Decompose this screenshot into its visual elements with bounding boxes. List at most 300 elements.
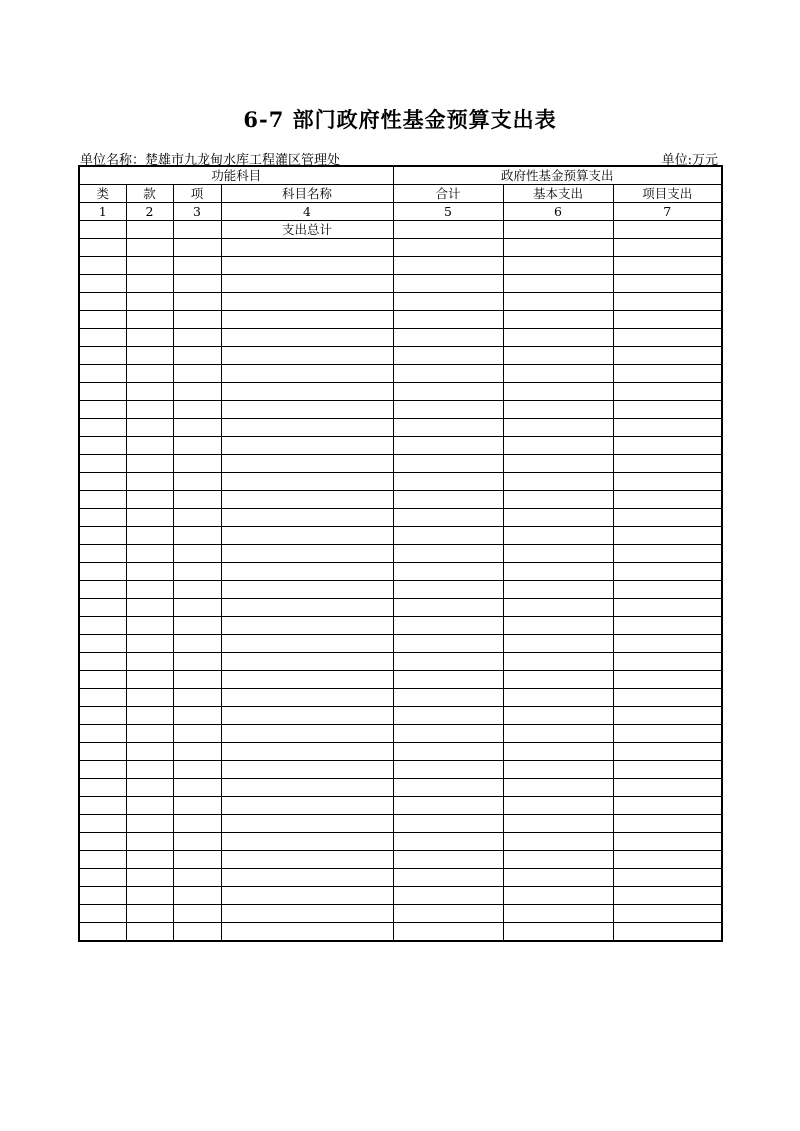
table-cell bbox=[221, 509, 393, 527]
table-cell bbox=[503, 509, 613, 527]
table-cell bbox=[613, 293, 722, 311]
table-cell bbox=[173, 419, 221, 437]
table-cell bbox=[503, 761, 613, 779]
table-cell bbox=[173, 257, 221, 275]
table-row bbox=[79, 671, 722, 689]
table-cell bbox=[126, 293, 173, 311]
table-cell bbox=[393, 455, 503, 473]
table-cell bbox=[79, 563, 126, 581]
table-cell bbox=[126, 275, 173, 293]
table-cell bbox=[221, 419, 393, 437]
header-fund-budget-expenditure: 政府性基金预算支出 bbox=[393, 166, 722, 185]
table-cell bbox=[613, 797, 722, 815]
table-cell bbox=[173, 545, 221, 563]
table-cell bbox=[221, 563, 393, 581]
table-row bbox=[79, 563, 722, 581]
table-cell bbox=[503, 923, 613, 942]
table-cell bbox=[503, 635, 613, 653]
table-cell bbox=[503, 689, 613, 707]
table-cell bbox=[613, 869, 722, 887]
table-cell bbox=[613, 887, 722, 905]
table-cell bbox=[126, 653, 173, 671]
header-basic-expenditure: 基本支出 bbox=[503, 185, 613, 203]
table-cell bbox=[393, 257, 503, 275]
table-row bbox=[79, 869, 722, 887]
table-cell bbox=[173, 743, 221, 761]
table-cell bbox=[79, 293, 126, 311]
unit-name: 单位名称：楚雄市九龙甸水库工程灌区管理处 bbox=[80, 153, 341, 168]
table-cell bbox=[79, 581, 126, 599]
table-cell bbox=[393, 437, 503, 455]
table-cell bbox=[79, 743, 126, 761]
table-cell bbox=[221, 581, 393, 599]
table-cell bbox=[79, 689, 126, 707]
table-cell bbox=[221, 707, 393, 725]
table-cell bbox=[79, 779, 126, 797]
table-cell bbox=[503, 707, 613, 725]
table-cell bbox=[393, 293, 503, 311]
table-cell bbox=[393, 419, 503, 437]
table-cell bbox=[393, 491, 503, 509]
table-row bbox=[79, 617, 722, 635]
table-cell bbox=[79, 545, 126, 563]
table-cell bbox=[126, 725, 173, 743]
table-cell bbox=[126, 815, 173, 833]
table-cell bbox=[173, 761, 221, 779]
table-cell bbox=[221, 239, 393, 257]
table-cell bbox=[393, 761, 503, 779]
table-cell bbox=[221, 653, 393, 671]
table-row bbox=[79, 761, 722, 779]
table-cell bbox=[393, 383, 503, 401]
table-cell bbox=[173, 797, 221, 815]
table-cell bbox=[173, 689, 221, 707]
table-cell bbox=[221, 617, 393, 635]
table-cell bbox=[503, 653, 613, 671]
table-cell bbox=[393, 815, 503, 833]
table-cell bbox=[126, 797, 173, 815]
table-cell bbox=[503, 617, 613, 635]
table-cell bbox=[173, 311, 221, 329]
column-number: 5 bbox=[393, 203, 503, 221]
table-row bbox=[79, 851, 722, 869]
table-cell bbox=[173, 617, 221, 635]
table-cell bbox=[79, 923, 126, 942]
table-cell bbox=[393, 707, 503, 725]
table-cell bbox=[503, 671, 613, 689]
table-cell bbox=[503, 563, 613, 581]
table-cell bbox=[503, 527, 613, 545]
table-cell bbox=[221, 815, 393, 833]
table-cell bbox=[393, 509, 503, 527]
table-cell bbox=[126, 887, 173, 905]
table-cell bbox=[126, 599, 173, 617]
table-cell bbox=[173, 221, 221, 239]
table-cell bbox=[503, 401, 613, 419]
table-cell bbox=[613, 581, 722, 599]
table-cell bbox=[393, 887, 503, 905]
table-cell bbox=[613, 473, 722, 491]
table-cell bbox=[221, 491, 393, 509]
table-cell bbox=[173, 923, 221, 942]
table-cell bbox=[173, 239, 221, 257]
table-cell bbox=[503, 329, 613, 347]
table-cell bbox=[221, 311, 393, 329]
table-cell bbox=[221, 905, 393, 923]
table-cell bbox=[79, 869, 126, 887]
table-cell bbox=[126, 383, 173, 401]
table-row bbox=[79, 527, 722, 545]
table-cell bbox=[221, 401, 393, 419]
table-row bbox=[79, 419, 722, 437]
table-cell bbox=[173, 635, 221, 653]
table-cell bbox=[503, 887, 613, 905]
table-cell bbox=[126, 419, 173, 437]
table-row bbox=[79, 743, 722, 761]
header-xiang: 项 bbox=[173, 185, 221, 203]
table-row bbox=[79, 833, 722, 851]
table-cell bbox=[503, 725, 613, 743]
table-row bbox=[79, 707, 722, 725]
table-cell bbox=[393, 329, 503, 347]
table-cell bbox=[613, 653, 722, 671]
table-row bbox=[79, 491, 722, 509]
table-cell bbox=[79, 419, 126, 437]
table-cell bbox=[173, 653, 221, 671]
table-cell bbox=[126, 923, 173, 942]
table-cell bbox=[393, 599, 503, 617]
table-cell bbox=[126, 257, 173, 275]
table-row bbox=[79, 905, 722, 923]
table-cell bbox=[173, 671, 221, 689]
table-cell bbox=[503, 347, 613, 365]
table-cell bbox=[173, 707, 221, 725]
table-cell bbox=[613, 635, 722, 653]
table-cell bbox=[79, 617, 126, 635]
table-cell bbox=[503, 833, 613, 851]
table-cell bbox=[126, 509, 173, 527]
table-cell bbox=[173, 437, 221, 455]
table-row bbox=[79, 689, 722, 707]
table-cell bbox=[126, 545, 173, 563]
table-cell bbox=[79, 221, 126, 239]
table-cell bbox=[221, 365, 393, 383]
table-cell bbox=[503, 905, 613, 923]
table-cell bbox=[79, 851, 126, 869]
table-cell bbox=[173, 509, 221, 527]
table-cell bbox=[173, 275, 221, 293]
table-cell bbox=[503, 221, 613, 239]
table-cell bbox=[613, 599, 722, 617]
table-cell bbox=[393, 635, 503, 653]
table-cell bbox=[221, 347, 393, 365]
table-cell bbox=[393, 545, 503, 563]
table-cell bbox=[221, 833, 393, 851]
table-cell bbox=[126, 437, 173, 455]
table-cell bbox=[79, 437, 126, 455]
budget-table bbox=[78, 165, 723, 942]
table-row bbox=[79, 311, 722, 329]
table-cell bbox=[79, 473, 126, 491]
table-cell bbox=[126, 347, 173, 365]
table-cell bbox=[126, 869, 173, 887]
table-cell bbox=[173, 887, 221, 905]
table-cell bbox=[79, 257, 126, 275]
table-row bbox=[79, 725, 722, 743]
table-cell bbox=[393, 365, 503, 383]
table-cell bbox=[173, 833, 221, 851]
table-cell bbox=[503, 779, 613, 797]
table-cell bbox=[221, 761, 393, 779]
table-cell bbox=[503, 437, 613, 455]
table-row bbox=[79, 923, 722, 942]
table-cell bbox=[79, 725, 126, 743]
header-kuan: 款 bbox=[126, 185, 173, 203]
table-cell bbox=[79, 905, 126, 923]
table-cell bbox=[393, 923, 503, 942]
table-cell bbox=[173, 293, 221, 311]
table-cell bbox=[126, 491, 173, 509]
table-cell bbox=[613, 455, 722, 473]
table-cell bbox=[173, 473, 221, 491]
table-cell bbox=[613, 563, 722, 581]
page-title: 6-7 部门政府性基金预算支出表 bbox=[243, 107, 557, 132]
table-cell bbox=[126, 329, 173, 347]
table-cell bbox=[613, 365, 722, 383]
table-cell bbox=[613, 923, 722, 942]
header-project-expenditure: 项目支出 bbox=[613, 185, 722, 203]
table-cell bbox=[126, 833, 173, 851]
header-lei: 类 bbox=[79, 185, 126, 203]
table-cell bbox=[126, 581, 173, 599]
table-cell bbox=[79, 329, 126, 347]
table-cell bbox=[173, 815, 221, 833]
table-cell bbox=[79, 347, 126, 365]
table-cell bbox=[393, 833, 503, 851]
table-cell bbox=[79, 239, 126, 257]
table-cell bbox=[126, 707, 173, 725]
table-cell bbox=[173, 365, 221, 383]
table-cell bbox=[79, 797, 126, 815]
unit-label: 单位:万元 bbox=[661, 153, 718, 168]
table-cell bbox=[126, 401, 173, 419]
table-cell bbox=[221, 599, 393, 617]
column-number-row bbox=[79, 203, 722, 221]
table-cell bbox=[126, 743, 173, 761]
table-cell bbox=[221, 545, 393, 563]
table-cell bbox=[79, 527, 126, 545]
table-cell bbox=[613, 221, 722, 239]
table-cell bbox=[613, 383, 722, 401]
table-cell bbox=[393, 401, 503, 419]
table-cell bbox=[221, 869, 393, 887]
table-cell bbox=[613, 419, 722, 437]
table-row bbox=[79, 635, 722, 653]
table-cell bbox=[613, 275, 722, 293]
table-cell bbox=[126, 761, 173, 779]
table-cell bbox=[393, 671, 503, 689]
table-cell bbox=[221, 473, 393, 491]
table-row bbox=[79, 275, 722, 293]
table-cell bbox=[79, 365, 126, 383]
table-cell bbox=[126, 365, 173, 383]
table-cell bbox=[221, 851, 393, 869]
table-cell bbox=[79, 455, 126, 473]
table-cell bbox=[126, 473, 173, 491]
table-cell bbox=[221, 437, 393, 455]
table-cell bbox=[173, 581, 221, 599]
table-cell bbox=[79, 833, 126, 851]
table-cell bbox=[221, 725, 393, 743]
table-cell bbox=[393, 221, 503, 239]
table-cell bbox=[126, 239, 173, 257]
table-cell bbox=[221, 671, 393, 689]
header-group-row bbox=[79, 166, 722, 185]
table-cell bbox=[126, 221, 173, 239]
table-row bbox=[79, 815, 722, 833]
table-row bbox=[79, 437, 722, 455]
table-cell bbox=[613, 851, 722, 869]
table-cell bbox=[613, 347, 722, 365]
table-row bbox=[79, 797, 722, 815]
table-cell bbox=[503, 581, 613, 599]
table-cell bbox=[221, 455, 393, 473]
table-cell bbox=[393, 851, 503, 869]
table-cell bbox=[393, 275, 503, 293]
table-row bbox=[79, 257, 722, 275]
table-cell bbox=[503, 743, 613, 761]
table-cell bbox=[613, 833, 722, 851]
table-cell bbox=[79, 491, 126, 509]
table-row bbox=[79, 599, 722, 617]
column-number: 1 bbox=[79, 203, 126, 221]
table-cell bbox=[393, 311, 503, 329]
column-number: 4 bbox=[221, 203, 393, 221]
table-cell bbox=[79, 653, 126, 671]
table-cell bbox=[173, 527, 221, 545]
header-column-row bbox=[79, 185, 722, 203]
table-cell bbox=[79, 509, 126, 527]
table-cell bbox=[79, 275, 126, 293]
table-cell bbox=[503, 239, 613, 257]
table-cell bbox=[613, 725, 722, 743]
table-cell bbox=[503, 851, 613, 869]
table-cell bbox=[126, 311, 173, 329]
table-cell bbox=[503, 293, 613, 311]
table-cell bbox=[503, 869, 613, 887]
table-cell bbox=[79, 383, 126, 401]
table-cell bbox=[393, 743, 503, 761]
header-subject-name: 科目名称 bbox=[221, 185, 393, 203]
table-cell bbox=[173, 725, 221, 743]
table-cell bbox=[503, 599, 613, 617]
table-cell bbox=[503, 545, 613, 563]
table-cell bbox=[393, 869, 503, 887]
table-cell bbox=[393, 617, 503, 635]
table-cell bbox=[79, 635, 126, 653]
table-row bbox=[79, 653, 722, 671]
table-cell bbox=[79, 815, 126, 833]
table-cell bbox=[393, 689, 503, 707]
table-cell bbox=[79, 887, 126, 905]
table-cell bbox=[393, 527, 503, 545]
table-cell bbox=[126, 779, 173, 797]
table-cell bbox=[503, 275, 613, 293]
table-cell bbox=[613, 671, 722, 689]
table-cell bbox=[503, 365, 613, 383]
table-cell bbox=[173, 905, 221, 923]
table-cell bbox=[221, 293, 393, 311]
table-cell bbox=[221, 779, 393, 797]
column-number: 7 bbox=[613, 203, 722, 221]
table-row bbox=[79, 383, 722, 401]
table-cell bbox=[221, 257, 393, 275]
table-cell bbox=[221, 743, 393, 761]
table-cell bbox=[221, 635, 393, 653]
table-cell bbox=[613, 239, 722, 257]
table-cell bbox=[613, 509, 722, 527]
table-cell bbox=[613, 779, 722, 797]
table-cell bbox=[126, 905, 173, 923]
table-cell bbox=[503, 797, 613, 815]
table-cell bbox=[613, 689, 722, 707]
table-row bbox=[79, 887, 722, 905]
table-cell bbox=[503, 419, 613, 437]
table-cell bbox=[393, 581, 503, 599]
table-cell bbox=[613, 545, 722, 563]
table-cell bbox=[221, 797, 393, 815]
table-row bbox=[79, 509, 722, 527]
table-cell bbox=[173, 455, 221, 473]
table-cell bbox=[173, 851, 221, 869]
table-cell bbox=[613, 761, 722, 779]
table-cell bbox=[613, 491, 722, 509]
table-row bbox=[79, 329, 722, 347]
table-cell bbox=[503, 311, 613, 329]
table-cell bbox=[173, 491, 221, 509]
table-cell bbox=[79, 311, 126, 329]
table-cell bbox=[173, 869, 221, 887]
table-cell bbox=[503, 383, 613, 401]
table-cell bbox=[173, 383, 221, 401]
header-functional-subject: 功能科目 bbox=[79, 166, 393, 185]
header-total: 合计 bbox=[393, 185, 503, 203]
table-row bbox=[79, 365, 722, 383]
table-row bbox=[79, 581, 722, 599]
table-cell bbox=[503, 491, 613, 509]
table-cell bbox=[393, 653, 503, 671]
table-cell bbox=[613, 815, 722, 833]
table-cell bbox=[393, 797, 503, 815]
table-cell bbox=[393, 473, 503, 491]
table-cell bbox=[613, 311, 722, 329]
table-row bbox=[79, 545, 722, 563]
table-cell bbox=[613, 617, 722, 635]
table-cell bbox=[126, 527, 173, 545]
table-cell bbox=[221, 689, 393, 707]
table-row bbox=[79, 347, 722, 365]
total-row-label: 支出总计 bbox=[221, 221, 393, 239]
table-cell bbox=[393, 347, 503, 365]
table-row bbox=[79, 455, 722, 473]
table-cell bbox=[613, 401, 722, 419]
table-cell bbox=[126, 689, 173, 707]
table-cell bbox=[393, 779, 503, 797]
table-cell bbox=[613, 437, 722, 455]
table-cell bbox=[173, 329, 221, 347]
table-cell bbox=[503, 257, 613, 275]
table-row bbox=[79, 473, 722, 491]
